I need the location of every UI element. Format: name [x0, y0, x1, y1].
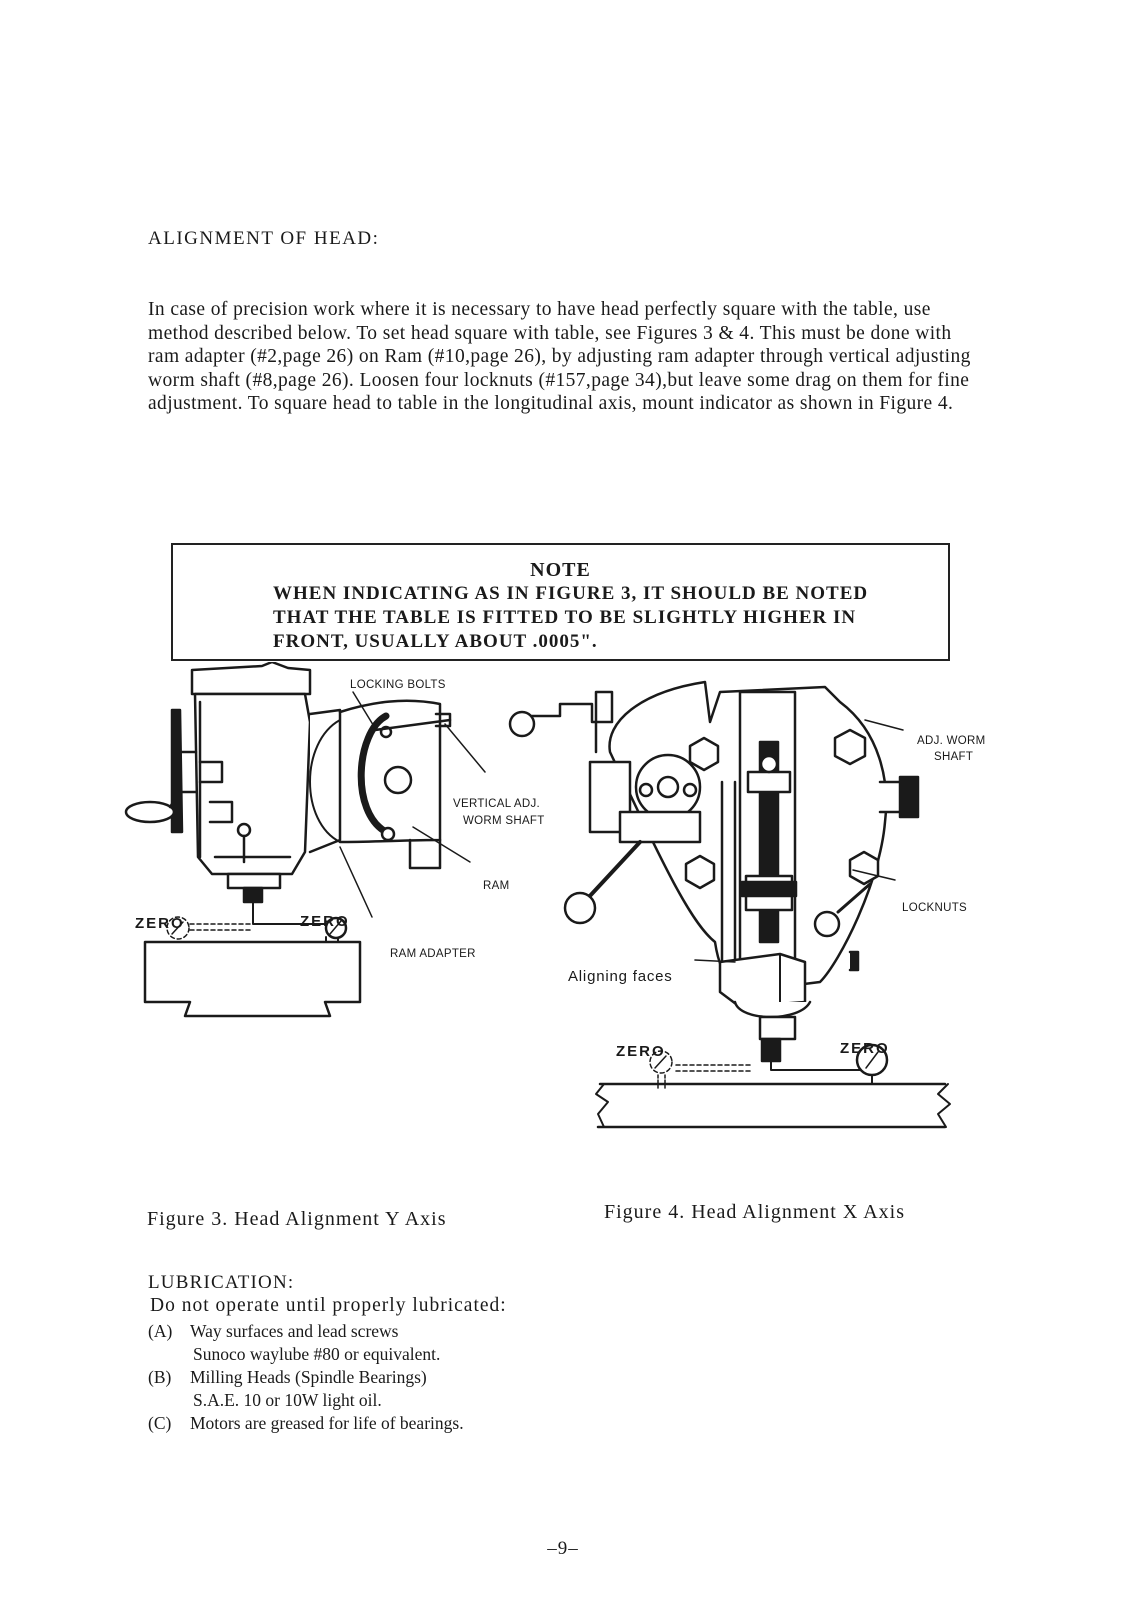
list-marker: (B): [148, 1367, 172, 1387]
figure4-drawing: [510, 682, 950, 1127]
page-number: –9–: [547, 1538, 579, 1559]
note-box: [171, 543, 950, 661]
lubrication-list: [148, 1320, 708, 1435]
alignment-paragraph: In case of precision work where it is necessary to have head perfectly square with the table, use method described below. To set head square with table, see Figures 3 & 4. This must be done with ram adapter (#2,page 26) on Ram (#10,page 26), by adjusting ram adapter through vertical adjusting worm shaft (#8,page 26). Loosen four locknuts (#157,page 34),but leave some drag on them for fine adjustment. To square head to table in the longitudinal axis, mount indicator as shown in Figure 4.: [148, 299, 971, 414]
list-item-sub: S.A.E. 10 or 10W light oil.: [193, 1390, 382, 1410]
list-item: [148, 1412, 708, 1435]
label-ram-adapter: RAM ADAPTER: [390, 948, 476, 960]
list-item-sub: Sunoco waylube #80 or equivalent.: [193, 1344, 441, 1364]
label-locknuts: LOCKNUTS: [902, 902, 968, 914]
list-item-text: Motors are greased for life of bearings.: [190, 1413, 464, 1433]
figures-illustration: [0, 662, 1126, 1182]
label-vertical-adj-1: VERTICAL ADJ.: [453, 798, 540, 810]
note-title: NOTE: [530, 559, 591, 581]
label-adj-worm-2: SHAFT: [934, 751, 974, 763]
label-aligning-faces: Aligning faces: [568, 968, 673, 985]
lubrication-title: LUBRICATION:: [148, 1272, 295, 1293]
figure4-zero-left: ZERO: [616, 1043, 666, 1060]
figure4-caption: Figure 4. Head Alignment X Axis: [604, 1201, 905, 1223]
figure3-zero-left: ZERO: [135, 915, 185, 932]
label-locking-bolts: LOCKING BOLTS: [350, 679, 446, 691]
list-item-text: Milling Heads (Spindle Bearings): [190, 1367, 427, 1387]
list-item: [148, 1320, 708, 1366]
list-item: [148, 1366, 708, 1412]
figure4-zero-right: ZERO: [840, 1040, 890, 1057]
label-adj-worm-1: ADJ. WORM: [917, 735, 986, 747]
lubrication-intro: Do not operate until properly lubricated:: [150, 1295, 507, 1316]
figure3-caption: Figure 3. Head Alignment Y Axis: [147, 1208, 447, 1230]
list-marker: (C): [148, 1413, 172, 1433]
figure3-zero-right: ZERO: [300, 913, 350, 930]
label-ram: RAM: [483, 880, 510, 892]
list-item-text: Way surfaces and lead screws: [190, 1321, 399, 1341]
alignment-heading: ALIGNMENT OF HEAD:: [148, 228, 380, 249]
figure3-drawing: [126, 662, 485, 1016]
note-text: WHEN INDICATING AS IN FIGURE 3, IT SHOULD BE NOTED THAT THE TABLE IS FITTED TO BE SLIGHTLY HIGHER IN FRONT, USUALLY ABOUT .0005".: [273, 583, 869, 652]
label-vertical-adj-2: WORM SHAFT: [463, 815, 545, 827]
list-marker: (A): [148, 1321, 173, 1341]
